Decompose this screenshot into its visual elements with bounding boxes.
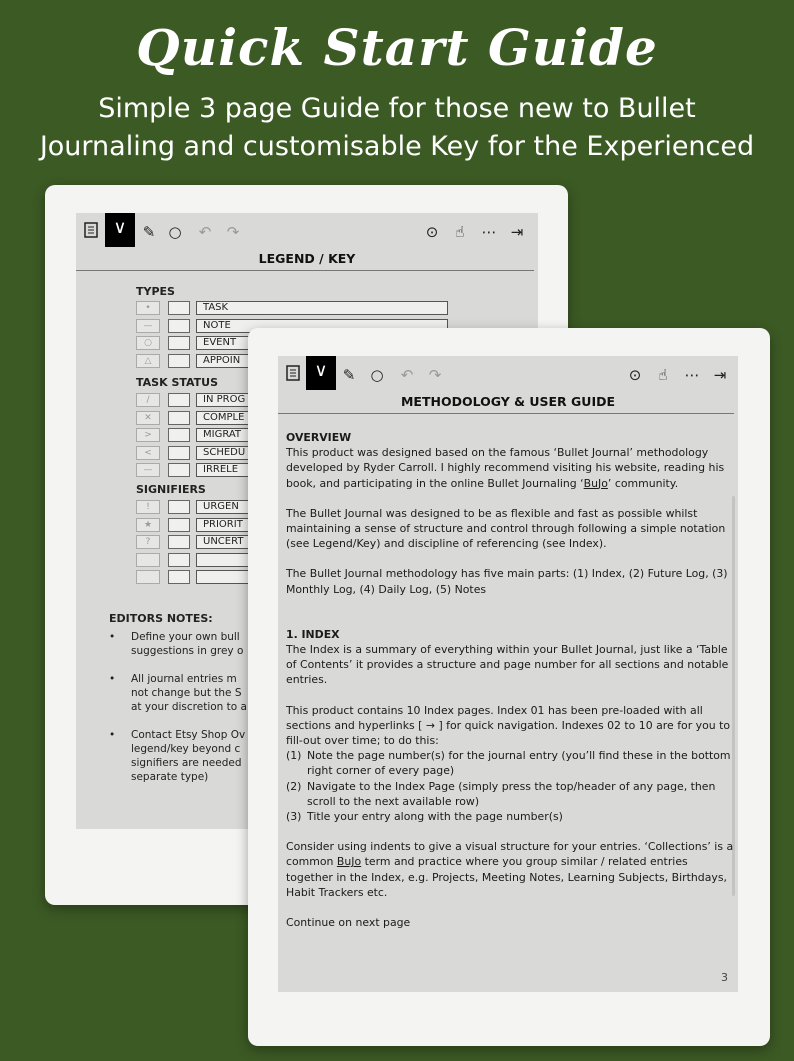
logo-icon[interactable]: ∨	[306, 356, 336, 390]
history-icon[interactable]: ⊙	[425, 223, 439, 241]
overview-heading: OVERVIEW	[286, 431, 352, 444]
editors-note-line: separate type)	[131, 771, 209, 783]
step-number: (2)	[286, 779, 302, 793]
guide-title: METHODOLOGY & USER GUIDE	[400, 394, 616, 409]
type-symbol: △	[136, 354, 160, 368]
index-step	[286, 748, 734, 778]
index-step	[286, 779, 734, 809]
front-screen	[278, 356, 738, 992]
step-text: Note the page number(s) for the journal entry (you’ll find these in the bottom right corner of every page)	[307, 749, 731, 778]
signifier-checkbox[interactable]	[168, 553, 190, 567]
exit-icon[interactable]: ⇥	[510, 223, 524, 241]
undo-icon[interactable]: ↶	[198, 223, 212, 241]
signifier-checkbox[interactable]	[168, 535, 190, 549]
signifier-label-field[interactable]: URGEN	[196, 500, 448, 514]
status-symbol: —	[136, 463, 160, 477]
types-label: TYPES	[136, 285, 175, 298]
type-label-field[interactable]: EVENT	[196, 336, 448, 350]
touch-icon[interactable]: ☝	[658, 366, 668, 384]
status-label-field[interactable]: COMPLE	[196, 411, 448, 425]
editors-note-line: signifiers are needed	[131, 757, 242, 769]
index-p3-end: term and practice where you group similar / related entries together in the Index, e.g. Projects, Meeting Notes, Learning Subjects, Birthdays, Habit Trackers etc.	[286, 855, 727, 899]
editors-notes-label: EDITORS NOTES:	[109, 612, 213, 625]
bullet-icon: •	[109, 729, 116, 741]
status-checkbox[interactable]	[168, 393, 190, 407]
redo-icon[interactable]: ↷	[428, 366, 442, 384]
status-label-field[interactable]: SCHEDU	[196, 446, 448, 460]
signifier-symbol: ?	[136, 535, 160, 549]
lasso-icon[interactable]: ○	[168, 223, 182, 241]
signifier-checkbox[interactable]	[168, 570, 190, 584]
signifiers-label: SIGNIFIERS	[136, 483, 206, 496]
status-symbol: >	[136, 428, 160, 442]
overview-paragraph-3: The Bullet Journal methodology has five main parts: (1) Index, (2) Future Log, (3) Monthly Log, (4) Daily Log, (5) Notes	[286, 567, 728, 596]
editors-note-line: not change but the S	[131, 687, 242, 699]
guide-body	[286, 430, 734, 945]
hero-subtitle-line-2: Journaling and customisable Key for the Experienced	[39, 131, 755, 162]
editors-note-line: at your discretion to a	[131, 701, 247, 713]
type-checkbox[interactable]	[168, 319, 190, 333]
index-paragraph-2: This product contains 10 Index pages. Index 01 has been pre-loaded with all sections and hyperlinks [ → ] for quick navigation. Indexes 02 to 10 are for you to fill-out over time; to do this:	[286, 703, 731, 748]
signifier-label-field[interactable]: UNCERT	[196, 535, 448, 549]
more-icon[interactable]: ⋯	[684, 366, 700, 384]
editors-note	[109, 672, 247, 714]
status-checkbox[interactable]	[168, 428, 190, 442]
front-tablet	[248, 328, 770, 1046]
menu-icon[interactable]	[282, 364, 304, 386]
editors-note-line: Contact Etsy Shop Ov	[131, 729, 246, 741]
overview-p1-text: This product was designed based on the famous ‘Bullet Journal’ methodology developed by Ryder Carroll. I highly recommend visiting his website, reading his book, and participating in the online Bullet Journaling ‘	[286, 446, 725, 490]
task-status-label: TASK STATUS	[136, 376, 219, 389]
signifier-label-field[interactable]: PRIORIT	[196, 518, 448, 532]
type-symbol: •	[136, 301, 160, 315]
type-checkbox[interactable]	[168, 336, 190, 350]
overview-p1-end: ’ community.	[607, 476, 679, 490]
editors-note	[109, 728, 245, 784]
page-number: 3	[721, 971, 728, 984]
touch-icon[interactable]: ☝	[455, 223, 465, 241]
hero-title: Quick Start Guide	[136, 18, 658, 77]
bullet-icon: •	[109, 673, 116, 685]
step-text: Navigate to the Index Page (simply press the top/header of any page, then scroll to the next available row)	[307, 779, 716, 808]
status-label-field[interactable]: IN PROG	[196, 393, 448, 407]
back-toolbar	[76, 213, 538, 251]
step-text: Title your entry along with the page number(s)	[307, 810, 563, 824]
status-symbol: ✕	[136, 411, 160, 425]
step-number: (3)	[286, 810, 302, 824]
signifier-checkbox[interactable]	[168, 518, 190, 532]
editors-note-line: legend/key beyond c	[131, 743, 241, 755]
step-number: (1)	[286, 749, 302, 763]
continue-note: Continue on next page	[286, 916, 411, 930]
editors-note-line: suggestions in grey o	[131, 645, 244, 657]
index-paragraph-1: The Index is a summary of everything within your Bullet Journal, just like a ‘Table of Contents’ it provides a structure and page number for all sections and notable entries.	[286, 643, 729, 687]
type-symbol: —	[136, 319, 160, 333]
status-label-field[interactable]: IRRELE	[196, 463, 448, 477]
index-p3-text: Consider using indents to give a visual structure for your entries. ‘Collections’ is a common	[286, 840, 734, 869]
type-label-field[interactable]: APPOIN	[196, 354, 448, 368]
status-checkbox[interactable]	[168, 411, 190, 425]
signifier-symbol	[136, 570, 160, 584]
bullet-icon: •	[109, 631, 116, 643]
history-icon[interactable]: ⊙	[628, 366, 642, 384]
title-rule	[278, 413, 734, 414]
legend-title: LEGEND / KEY	[258, 251, 356, 266]
status-symbol: /	[136, 393, 160, 407]
type-label-field[interactable]: NOTE	[196, 319, 448, 333]
exit-icon[interactable]: ⇥	[713, 366, 727, 384]
editors-note-line: Define your own bull	[131, 631, 240, 643]
more-icon[interactable]: ⋯	[481, 223, 497, 241]
index-heading: 1. INDEX	[286, 627, 340, 641]
title-rule	[76, 270, 534, 271]
menu-icon[interactable]	[80, 221, 102, 243]
bujo-term: BuJo	[336, 855, 362, 869]
status-checkbox[interactable]	[168, 463, 190, 477]
signifier-symbol: !	[136, 500, 160, 514]
hero-subtitle	[0, 90, 794, 166]
eraser-icon[interactable]: ✎	[342, 366, 356, 384]
signifier-symbol	[136, 553, 160, 567]
overview-paragraph-1	[286, 445, 734, 491]
overview-paragraph-2: The Bullet Journal was designed to be as flexible and fast as possible whilst maintaining a sense of structure and control through following a simple notation (see Legend/Key) and discipline of referencing (see Index).	[286, 506, 726, 551]
signifier-symbol: ★	[136, 518, 160, 532]
eraser-icon[interactable]: ✎	[142, 223, 156, 241]
type-checkbox[interactable]	[168, 354, 190, 368]
editors-note	[109, 630, 243, 658]
signifier-checkbox[interactable]	[168, 500, 190, 514]
index-steps	[286, 748, 734, 824]
status-label-field[interactable]: MIGRAT	[196, 428, 448, 442]
index-step	[286, 809, 734, 824]
logo-icon[interactable]: ∨	[105, 213, 135, 247]
editors-note-line: All journal entries m	[131, 673, 237, 685]
undo-icon[interactable]: ↶	[400, 366, 414, 384]
type-label-field[interactable]: TASK	[196, 301, 448, 315]
type-row	[136, 301, 456, 316]
lasso-icon[interactable]: ○	[370, 366, 384, 384]
bujo-term: BuJo	[583, 476, 608, 490]
type-symbol: ○	[136, 336, 160, 350]
status-checkbox[interactable]	[168, 446, 190, 460]
status-symbol: <	[136, 446, 160, 460]
index-paragraph-3	[286, 839, 734, 900]
front-toolbar	[278, 356, 738, 394]
hero-subtitle-line-1: Simple 3 page Guide for those new to Bullet	[98, 93, 696, 124]
redo-icon[interactable]: ↷	[226, 223, 240, 241]
type-checkbox[interactable]	[168, 301, 190, 315]
